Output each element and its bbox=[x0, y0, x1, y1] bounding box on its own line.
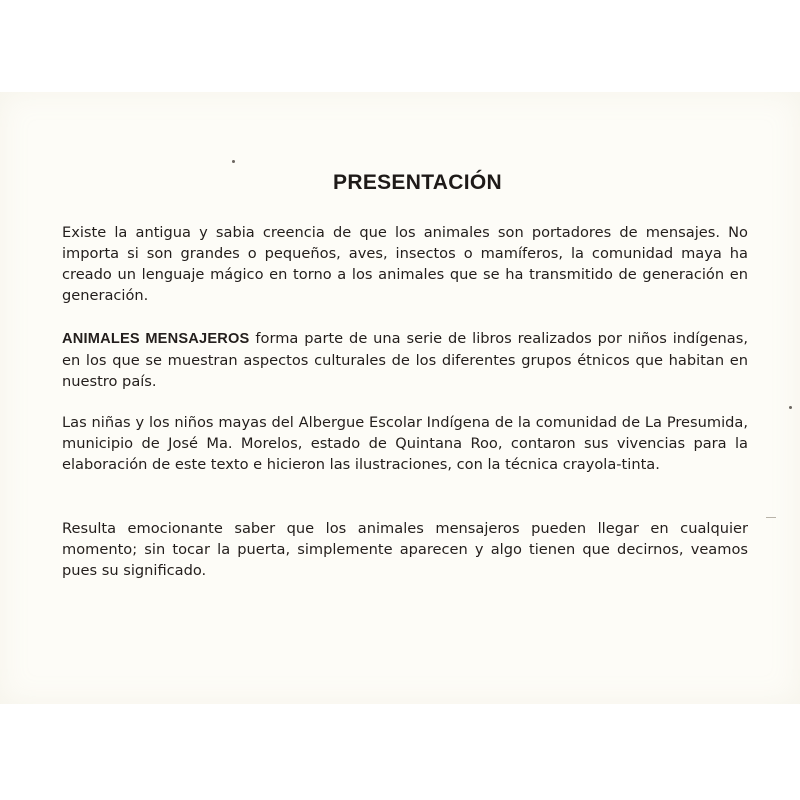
paragraph-4 bbox=[62, 518, 748, 581]
book-page bbox=[0, 92, 800, 704]
paragraph-text: Las niñas y los niños mayas del Albergue Escolar Indígena de la comunidad de La Presumida, municipio de José Ma. Morelos, estado de Quintana Roo, contaron sus vivencias para la elaboración de este texto e hicieron las ilustraciones, con la técnica crayola-tinta. bbox=[62, 414, 748, 473]
paragraph-text: Existe la antigua y sabia creencia de que los animales son portadores de mensajes. No importa si son grandes o pequeños, aves, insectos o mamíferos, la comunidad maya ha creado un lenguaje mágico en torno a los animales que se ha transmitido de generación en generación. bbox=[62, 224, 748, 304]
page-title: PRESENTACIÓN bbox=[333, 171, 502, 194]
paper-speck bbox=[789, 406, 792, 409]
paragraph-1 bbox=[62, 222, 748, 306]
paragraph-3 bbox=[62, 412, 748, 475]
paper-speck bbox=[232, 160, 235, 163]
book-series-title: ANIMALES MENSAJEROS bbox=[62, 331, 250, 347]
paper-mark bbox=[766, 517, 776, 518]
paragraph-text: Resulta emocionante saber que los animales mensajeros pueden llegar en cualquier momento; sin tocar la puerta, simplemente aparecen y algo tienen que decirnos, veamos pues su significado. bbox=[62, 520, 748, 579]
paragraph-2 bbox=[62, 328, 748, 392]
paragraph-text: forma parte de una serie de libros realizados por niños indígenas, en los que se muestran aspectos culturales de los diferentes grupos étnicos que habitan en nuestro país. bbox=[62, 330, 748, 390]
